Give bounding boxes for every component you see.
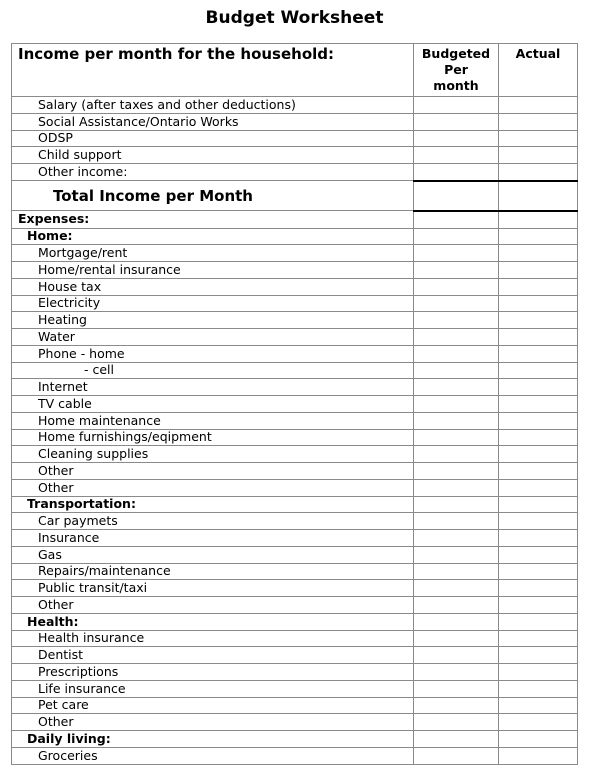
row-label: Social Assistance/Ontario Works: [12, 113, 414, 130]
expense-row-insurance: [12, 530, 578, 547]
section-row-home: [12, 228, 578, 245]
actual-cell[interactable]: [499, 130, 578, 147]
expense-row-cleaning-supplies: [12, 446, 578, 463]
row-label: TV cable: [12, 396, 414, 413]
section-row-expenses: [12, 211, 578, 228]
row-label: Transportation:: [12, 496, 414, 513]
row-label: Groceries: [12, 747, 414, 764]
budgeted-cell[interactable]: [414, 597, 499, 614]
row-label: Mortgage/rent: [12, 245, 414, 262]
budgeted-cell[interactable]: [414, 563, 499, 580]
budgeted-cell[interactable]: [414, 278, 499, 295]
actual-cell[interactable]: [499, 312, 578, 329]
budgeted-cell[interactable]: [414, 245, 499, 262]
budgeted-cell[interactable]: [414, 463, 499, 480]
row-label: Internet: [12, 379, 414, 396]
actual-cell[interactable]: [499, 647, 578, 664]
expense-row-electricity: [12, 295, 578, 312]
row-label: Insurance: [12, 530, 414, 547]
budgeted-cell[interactable]: [414, 429, 499, 446]
actual-cell[interactable]: [499, 563, 578, 580]
actual-cell: [499, 731, 578, 748]
section-row-transportation: [12, 496, 578, 513]
expense-row-internet: [12, 379, 578, 396]
budgeted-cell[interactable]: [414, 580, 499, 597]
expense-row-water: [12, 329, 578, 346]
budgeted-cell[interactable]: [414, 295, 499, 312]
actual-cell[interactable]: [499, 295, 578, 312]
income-row-other-income: [12, 164, 578, 181]
expense-row-gas: [12, 546, 578, 563]
income-section-title: Income per month for the household:: [12, 44, 414, 97]
row-label: Gas: [12, 546, 414, 563]
actual-cell[interactable]: [499, 513, 578, 530]
budgeted-cell[interactable]: [414, 345, 499, 362]
actual-cell[interactable]: [499, 530, 578, 547]
actual-cell[interactable]: [499, 446, 578, 463]
actual-cell[interactable]: [499, 630, 578, 647]
row-label: Total Income per Month: [12, 181, 414, 211]
actual-cell[interactable]: [499, 379, 578, 396]
budgeted-cell: [414, 731, 499, 748]
income-row-social-assistance-ontario-works: [12, 113, 578, 130]
row-label: Electricity: [12, 295, 414, 312]
section-row-health: [12, 613, 578, 630]
actual-cell[interactable]: [499, 546, 578, 563]
expense-row-other: [12, 463, 578, 480]
row-label: - cell: [12, 362, 414, 379]
budgeted-cell[interactable]: [414, 130, 499, 147]
actual-cell[interactable]: [499, 429, 578, 446]
section-row-daily-living: [12, 731, 578, 748]
budgeted-cell[interactable]: [414, 747, 499, 764]
budgeted-cell[interactable]: [414, 97, 499, 114]
actual-cell[interactable]: [499, 396, 578, 413]
actual-cell[interactable]: [499, 697, 578, 714]
expense-row-phone-home: [12, 345, 578, 362]
actual-cell[interactable]: [499, 147, 578, 164]
budgeted-cell[interactable]: [414, 329, 499, 346]
budgeted-cell: [414, 211, 499, 228]
actual-cell[interactable]: [499, 97, 578, 114]
row-label: Pet care: [12, 697, 414, 714]
actual-cell[interactable]: [499, 714, 578, 731]
expense-row-pet-care: [12, 697, 578, 714]
expense-row-health-insurance: [12, 630, 578, 647]
row-label: Other: [12, 479, 414, 496]
expense-row-other: [12, 714, 578, 731]
actual-cell[interactable]: [499, 597, 578, 614]
budgeted-cell: [414, 496, 499, 513]
actual-column-header: Actual: [499, 44, 578, 97]
expense-row-home-maintenance: [12, 412, 578, 429]
row-label: Home furnishings/eqipment: [12, 429, 414, 446]
row-label: Public transit/taxi: [12, 580, 414, 597]
page-title: Budget Worksheet: [205, 8, 384, 28]
budgeted-cell[interactable]: [414, 362, 499, 379]
row-label: Salary (after taxes and other deductions): [12, 97, 414, 114]
expense-row-cell: [12, 362, 578, 379]
row-label: Life insurance: [12, 680, 414, 697]
budgeted-cell[interactable]: [414, 147, 499, 164]
row-label: Prescriptions: [12, 664, 414, 681]
budgeted-column-header: [414, 44, 499, 97]
budgeted-cell[interactable]: [414, 379, 499, 396]
budgeted-cell[interactable]: [414, 396, 499, 413]
budget-table: [11, 43, 578, 765]
row-label: Phone - home: [12, 345, 414, 362]
budgeted-cell[interactable]: [414, 680, 499, 697]
row-label: ODSP: [12, 130, 414, 147]
row-label: Heating: [12, 312, 414, 329]
actual-cell[interactable]: [499, 479, 578, 496]
expense-row-home-furnishings-eqipment: [12, 429, 578, 446]
actual-cell[interactable]: [499, 164, 578, 181]
budgeted-header-text: Budgeted Per month: [421, 46, 491, 93]
expense-row-heating: [12, 312, 578, 329]
expense-row-groceries: [12, 747, 578, 764]
actual-cell[interactable]: [499, 362, 578, 379]
actual-cell: [499, 211, 578, 228]
actual-cell[interactable]: [499, 580, 578, 597]
budgeted-cell: [414, 228, 499, 245]
actual-cell[interactable]: [499, 245, 578, 262]
expense-row-house-tax: [12, 278, 578, 295]
budgeted-cell[interactable]: [414, 446, 499, 463]
row-label: Other: [12, 714, 414, 731]
expense-row-life-insurance: [12, 680, 578, 697]
budgeted-cell[interactable]: [414, 412, 499, 429]
row-label: Water: [12, 329, 414, 346]
budgeted-cell[interactable]: [414, 262, 499, 279]
actual-cell[interactable]: [499, 412, 578, 429]
actual-cell[interactable]: [499, 345, 578, 362]
expense-row-tv-cable: [12, 396, 578, 413]
row-label: House tax: [12, 278, 414, 295]
actual-cell[interactable]: [499, 680, 578, 697]
row-label: Health insurance: [12, 630, 414, 647]
actual-cell[interactable]: [499, 463, 578, 480]
income-row-salary-after-taxes-and-other-deductions: [12, 97, 578, 114]
actual-cell[interactable]: [499, 278, 578, 295]
budgeted-cell[interactable]: [414, 697, 499, 714]
actual-cell[interactable]: [499, 181, 578, 211]
income-row-child-support: [12, 147, 578, 164]
row-label: Health:: [12, 613, 414, 630]
actual-cell[interactable]: [499, 262, 578, 279]
row-label: Dentist: [12, 647, 414, 664]
expense-row-repairs-maintenance: [12, 563, 578, 580]
row-label: Other income:: [12, 164, 414, 181]
budgeted-cell[interactable]: [414, 647, 499, 664]
row-label: Home maintenance: [12, 412, 414, 429]
actual-cell[interactable]: [499, 747, 578, 764]
expense-row-car-paymets: [12, 513, 578, 530]
row-label: Daily living:: [12, 731, 414, 748]
row-label: Expenses:: [12, 211, 414, 228]
total-income-row: [12, 181, 578, 211]
actual-cell[interactable]: [499, 664, 578, 681]
budgeted-cell[interactable]: [414, 630, 499, 647]
expense-row-mortgage-rent: [12, 245, 578, 262]
budgeted-cell[interactable]: [414, 113, 499, 130]
row-label: Other: [12, 463, 414, 480]
expense-row-public-transit-taxi: [12, 580, 578, 597]
expense-row-dentist: [12, 647, 578, 664]
budgeted-cell[interactable]: [414, 479, 499, 496]
actual-cell: [499, 228, 578, 245]
budgeted-cell[interactable]: [414, 513, 499, 530]
row-label: Repairs/maintenance: [12, 563, 414, 580]
budgeted-cell: [414, 613, 499, 630]
budgeted-cell[interactable]: [414, 312, 499, 329]
row-label: Home:: [12, 228, 414, 245]
budgeted-cell[interactable]: [414, 664, 499, 681]
budgeted-cell[interactable]: [414, 546, 499, 563]
expense-row-prescriptions: [12, 664, 578, 681]
row-label: Car paymets: [12, 513, 414, 530]
row-label: Home/rental insurance: [12, 262, 414, 279]
actual-cell: [499, 496, 578, 513]
budgeted-cell[interactable]: [414, 714, 499, 731]
header-row: [12, 44, 578, 97]
budgeted-cell[interactable]: [414, 164, 499, 181]
row-label: Other: [12, 597, 414, 614]
income-row-odsp: [12, 130, 578, 147]
row-label: Child support: [12, 147, 414, 164]
budgeted-cell[interactable]: [414, 181, 499, 211]
expense-row-home-rental-insurance: [12, 262, 578, 279]
expense-row-other: [12, 597, 578, 614]
budgeted-cell[interactable]: [414, 530, 499, 547]
expense-row-other: [12, 479, 578, 496]
actual-cell: [499, 613, 578, 630]
row-label: Cleaning supplies: [12, 446, 414, 463]
actual-cell[interactable]: [499, 113, 578, 130]
actual-cell[interactable]: [499, 329, 578, 346]
